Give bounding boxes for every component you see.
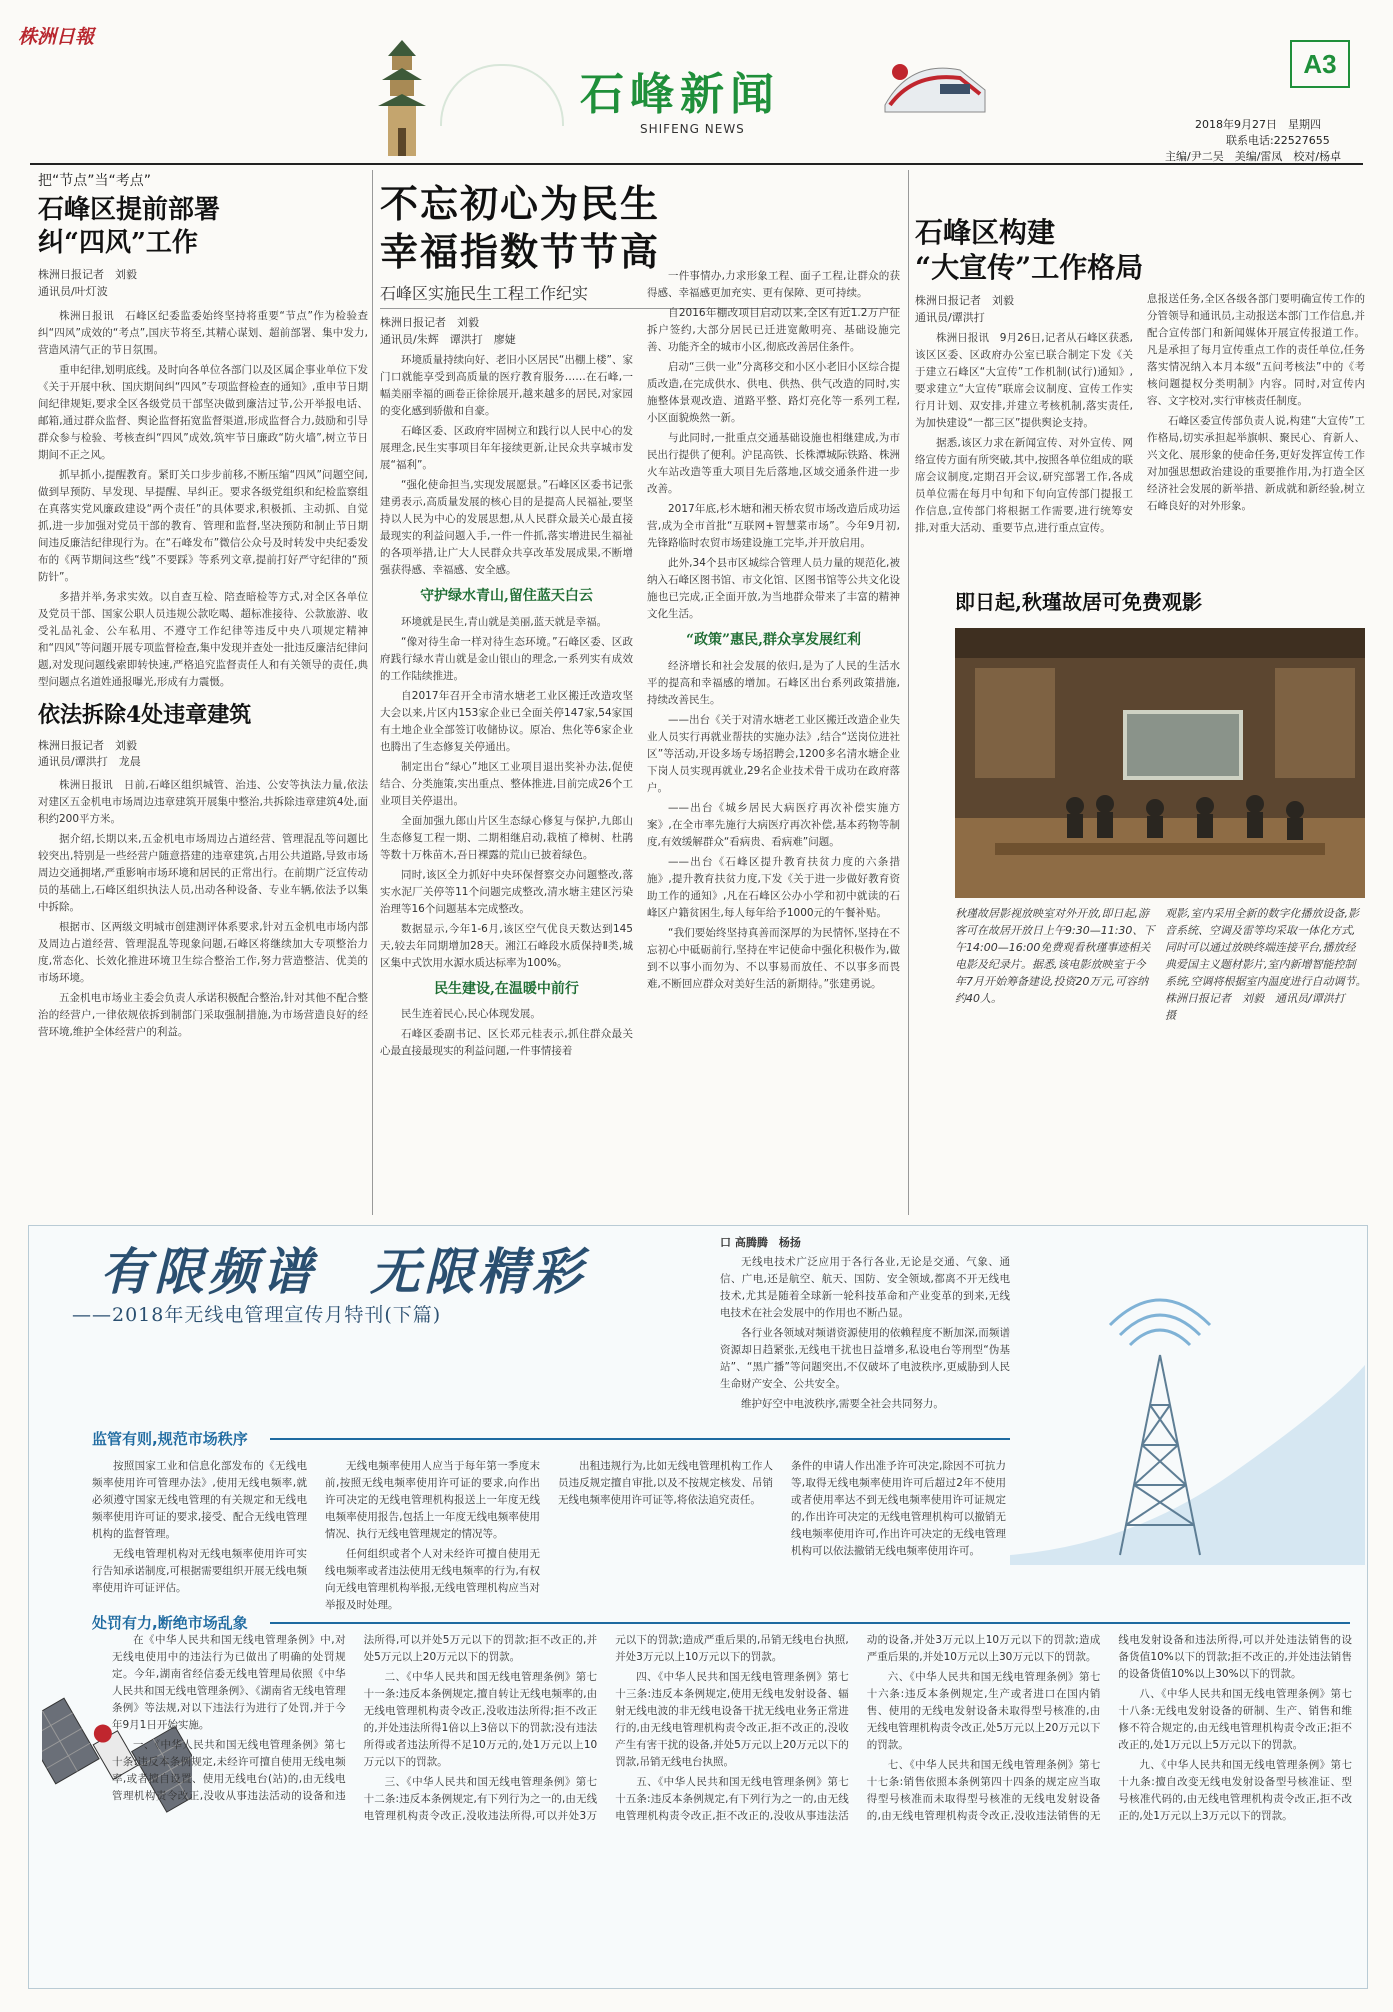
- paragraph: 株洲日报讯 石峰区纪委监委始终坚持将重要“节点”作为检验查纠“四风”成效的“考点”,国庆节将至,其精心谋划、超前部署、集中发力,营造风清气正的节日氛围。: [38, 310, 368, 356]
- article-columns: [915, 293, 1365, 540]
- text-column: [558, 1458, 773, 1617]
- paragraph: 三、《中华人民共和国无线电管理条例》第七十二条:违反本条例规定,有下列行为之一的,由无线电管理机构责令改正,没收违法所得,可以并处3万元以下的罚款;造成严重后果的,吊销无线电台执照,并处3万元以上10万元以下的罚款。: [363, 1634, 849, 1822]
- paragraph: ——出台《关于对清水塘老工业区搬迁改造企业失业人员实行再就业帮扶的实施办法》,结合“送岗位进社区”等活动,开设多场专场招聘会,1200多名清水塘企业下岗人员实现再就业,29名企业技术骨干成功在政府落户。: [647, 713, 900, 794]
- paragraph: 石峰区委宣传部负责人说,构建“大宣传”工作格局,切实承担起举旗帜、聚民心、育新人、兴文化、展形象的使命任务,更好发挥宣传工作对加强思想政治建设的重要推作用,为打造全区经济社会发展的新举措、新成就和新经验,树立石峰良好的对外形象。: [1147, 415, 1365, 512]
- article-byline: 株洲日报记者 刘毅 通讯员/谭洪打: [915, 294, 1014, 324]
- paragraph: ——出台《石峰区提升教育扶贫力度的六条措施》,提升教育扶贫力度,下发《关于进一步做好教育资助工作的通知》,凡在石峰区公办小学和初中就读的石峰区户籍贫困生,每人每年给予1000元的午餐补贴。: [647, 855, 900, 919]
- article-column-left: [380, 352, 633, 1063]
- section-penalty-body: [112, 1632, 1352, 1977]
- contact-phone: 联系电话:22527655: [1226, 134, 1330, 147]
- paragraph: 民生连着民心,民心体现发展。: [401, 1008, 541, 1021]
- column-divider: [908, 170, 909, 1215]
- section-supervision-body: [92, 1458, 1012, 1617]
- pagoda-icon: [372, 38, 432, 158]
- special-intro: [720, 1235, 1010, 1416]
- paragraph: “强化使命担当,实现发展愿景。”石峰区区委书记张建勇表示,高质量发展的核心目的是提高人民福祉,要坚持以人民为中心的发展思想,从人民群众最关心最直接最现实的利益问题入手,一件一件抓,落实增进民生福祉的各项举措,让广大人民群众共享改革发展成果,不断增强获得感、幸福感、安全感。: [380, 479, 633, 576]
- paragraph: 根据市、区两级文明城市创建测评体系要求,针对五金机电市场内部及周边占道经营、管理混乱等现象问题,石峰区将继续加大专项整治力度,常态化、长效化推进环境卫生综合整治工作,努力营造整洁、优美的市场环境。: [38, 920, 368, 984]
- paragraph: 抓早抓小,提醒教育。紧盯关口步步前移,不断压缩“四风”问题空间,做到早预防、早发现、早提醒、早纠正。要求各级党组织和纪检监察组在真落实党风廉政建设“两个责任”的具体要求,积极抓、主动抓、自觉抓,进一步加强对党员干部的教育、管理和监督,坚决预防和制止节日期间违反廉洁纪律现行为。在“石峰发布”微信公众号及时转发中央纪委发布的《两节期间这些“线”不要踩》等系列文章,提前打好严守纪律的“预防针”。: [38, 469, 368, 583]
- issue-date: 2018年9月27日 星期四: [1195, 118, 1321, 131]
- page-number: A3: [1290, 40, 1350, 88]
- paragraph: 据介绍,长期以来,五金机电市场周边占道经营、管理混乱等问题比较突出,特别是一些经营户随意搭建的违章建筑,占用公共道路,导致市场周边交通拥堵,严重影响市场环境和居民的正常出行。在前期广泛宣传动员的基础上,石峰区组织执法人员,出动各种设备、专业车辆,依法予以集中拆除。: [38, 832, 368, 913]
- paragraph: 自2017年召开全市清水塘老工业区搬迁改造攻坚大会以来,片区内153家企业已全面关停147家,54家国有土地企业全部签订收储协议。原冶、焦化等6家企业也腾出了生态修复关停通出。: [380, 689, 633, 753]
- article-body: [38, 308, 368, 691]
- paragraph: 同时,该区全力抓好中央环保督察交办问题整改,落实水泥厂关停等11个问题完成整改,清水塘主建区污染治理等16个问题基本完成整改。: [380, 868, 633, 915]
- article-column-right: [647, 268, 900, 1063]
- article-title: 即日起,秋瑾故居可免费观影: [955, 590, 1202, 614]
- paragraph: 一件事情办,力求形象工程、面子工程,让群众的获得感、幸福感更加充实、更有保障、更可持续。: [647, 270, 900, 299]
- paragraph: 四、《中华人民共和国无线电管理条例》第七十三条:违反本条例规定,使用无线电发射设备、辐射无线电波的非无线电设备干扰无线电业务正常进行的,由无线电管理机构责令改正,拒不改正的,没收产生有害干扰的设备,并处5万元以上20万元以下的罚款,吊销无线电台执照。: [615, 1671, 849, 1768]
- intro-body: [720, 1254, 1010, 1413]
- paragraph: 据悉,该区力求在新闻宣传、对外宣传、网络宣传方面有所突破,其中,按照各单位组成的联席会议制度,定期召开会议,研究部署工作,各成员单位需在每月中旬和下旬向宣传部门提报工作信息,宣传部门将根据工作需要,进行统筹安排,对重大活动、重要节点,进行重点宣传。: [915, 437, 1133, 534]
- paragraph: “像对待生命一样对待生态环境。”石峰区委、区政府践行绿水青山就是金山银山的理念,一系列实有成效的工作陆续推进。: [380, 635, 633, 682]
- article-livelihood: [380, 180, 900, 1210]
- article-demolition: [38, 702, 368, 1044]
- article-title: 不忘初心为民生 幸福指数节节高: [380, 181, 661, 274]
- article-column-right: [1147, 291, 1365, 540]
- article-body: [38, 777, 368, 1041]
- paragraph: 条件的申请人作出准予许可决定,除因不可抗力等,取得无线电频率使用许可后超过2年不使用或者使用率达不到无线电频率使用许可证规定的,作出许可决定的无线电管理机构可以撤销无线电频率使用许可,作出许可决定的无线电管理机构可以依法撤销无线电频率使用许可。: [791, 1460, 1006, 1557]
- paragraph: 五、《中华人民共和国无线电管理条例》第七十五条:违反本条例规定,有下列行为之一的,由无线电管理机构责令改正,拒不改正的,没收从事违法活动的设备,并处3万元以上10万元以下的罚款;造成严重后果的,并处10万元以上30万元以下的罚款。: [615, 1634, 1101, 1822]
- intro-byline: 口 高腾腾 杨扬: [720, 1236, 801, 1249]
- article-title: 石峰区提前部署 纠“四风”工作: [38, 195, 221, 258]
- paragraph: 八、《中华人民共和国无线电管理条例》第七十八条:无线电发射设备的研制、生产、销售和维修不符合规定的,由无线电管理机构责令改正;拒不改正的,处1万元以上5万元以下的罚款。: [1118, 1688, 1352, 1751]
- article-title: 石峰区构建 “大宣传”工作格局: [915, 216, 1144, 284]
- paragraph: 任何组织或者个人对未经许可擅自使用无线电频率或者违法使用无线电频率的行为,有权向无线电管理机构举报,无线电管理机构应当对举报及时处理。: [325, 1548, 540, 1611]
- paragraph: 此外,34个县市区城综合管理人员力量的规范化,被纳入石峰区图书馆、市文化馆、区图书馆等公共文化设施也已完成,正全面开放,为当地群众带来了丰富的精神文化生活。: [647, 557, 900, 620]
- paragraph: 多措并举,务求实效。以自查互检、陪查暗检等方式,对全区各单位及党员干部、国家公职人员违规公款吃喝、超标准接待、公款旅游、收受礼品礼金、公车私用、不遵守工作纪律等违反中央八项规定精神和“四风”等问题开展专项监督检查,集中发现并查处一批违反廉洁纪律问题,对发现问题线索即转快速,严格追究监督责任人和有关领导的责任,典型问题点名道姓通报曝光,形成有力震慑。: [38, 591, 368, 688]
- photo-illustration: [955, 628, 1365, 898]
- paragraph: 七、《中华人民共和国无线电管理条例》第七十七条:销售依照本条例第四十四条的规定应当取得型号核准而未取得型号核准的无线电发射设备的,由无线电管理机构责令改正,没收违法销售的无线电发射设备和违法所得,可以并处违法销售的设备货值10%以下的罚款;拒不改正的,并处违法销售的设备货值10%以上30%以下的罚款。: [866, 1634, 1352, 1822]
- article-byline: 株洲日报记者 刘毅 通讯员/叶灯波: [38, 268, 137, 298]
- paragraph: 环境质量持续向好、老旧小区居民“出棚上楼”、家门口就能享受到高质量的医疗教育服务……在石峰,一幅美丽幸福的画卷正徐徐展开,越来越多的居民,对家园的变化感到骄傲和自豪。: [380, 354, 633, 417]
- paragraph: 株洲日报讯 9月26日,记者从石峰区获悉,该区区委、区政府办公室已联合制定下发《关于建立石峰区“大宣传”工作机制(试行)通知》,要求建立“大宣传”联席会议制度、宣传工作实行月计划、双安排,并建立考核机制,落实责任,为加快建设“一都三区”提供舆论支持。: [915, 332, 1133, 429]
- photo-caption-left: 秋瑾故居影视放映室对外开放,即日起,游客可在故居开放日上午9:30—11:30、下午14:00—16:00免费观看秋瑾事迹相关电影及纪录片。据悉,该电影放映室于今年7月开始筹备建设,投资20万元,可容纳约40人。: [955, 907, 1155, 1006]
- article-column-left: [915, 293, 1133, 540]
- article-jiufeng: [38, 170, 368, 694]
- paragraph: 息报送任务,全区各级各部门要明确宣传工作的分管领导和通讯员,主动报送本部门工作信息,并配合宣传部门和新闻媒体开展宣传报道工作。凡是承担了每月宣传重点工作的责任单位,任务落实情况纳入本月本级“五问考核法”中的《考核问题提权分类明制》内容。同时,对宣传内容、文字校对,实行审核责任制度。: [1147, 293, 1365, 407]
- editor-credits: 主编/尹二吴 美编/雷凤 校对/杨卓: [1165, 150, 1342, 163]
- masthead-divider: [30, 163, 1363, 165]
- paragraph: 维护好空中电波秩序,需要全社会共同努力。: [741, 1397, 944, 1410]
- paragraph: 石峰区委副书记、区长邓元桂表示,抓住群众最关心最直接最现实的利益问题,一件事情接着: [380, 1028, 633, 1058]
- section-subhead: 守护绿水青山,留住蓝天白云: [420, 588, 593, 604]
- section-subhead: “政策”惠民,群众享发展红利: [686, 632, 861, 648]
- section-heading-rule: [270, 1622, 1350, 1624]
- paragraph: 启动“三供一业”分离移交和小区小老旧小区综合提质改造,在完成供水、供电、供热、供气改造的同时,实施整体景观改造、道路平整、路灯亮化等一系列工程,小区面貌焕然一新。: [647, 361, 900, 424]
- decorative-arc: [440, 64, 564, 126]
- article-subtitle: 石峰区实施民生工程工作纪实: [380, 281, 900, 309]
- section-heading-supervision: 监管有则,规范市场秩序: [92, 1430, 248, 1448]
- paragraph: 无线电技术广泛应用于各行各业,无论是交通、气象、通信、广电,还是航空、航天、国防、安全领域,都离不开无线电技术,尤其是随着全球新一轮科技革命和产业变革的到来,无线电技术在社会发展中的作用也不断凸显。: [720, 1255, 1010, 1319]
- paragraph: 各行业各领域对频谱资源使用的依赖程度不断加深,而频谱资源却日趋紧张,无线电干扰也日益增多,私设电台等刑型“伪基站”、“黑广播”等问题突出,不仅破坏了电波秩序,更威胁到人民生命财产安全、公共安全。: [720, 1326, 1010, 1390]
- paragraph: 经济增长和社会发展的依归,是为了人民的生活水平的提高和幸福感的增加。石峰区出台系列政策措施,持续改善民生。: [647, 659, 900, 706]
- article-body: [915, 330, 1133, 537]
- paragraph: 环境就是民生,青山就是美丽,蓝天就是幸福。: [401, 615, 608, 628]
- radio-tower-icon: [1010, 1225, 1365, 1565]
- article-qiujin: [955, 590, 1365, 615]
- paragraph: 全面加强九郎山片区生态绿心修复与保护,九郎山生态修复工程一期、二期相继启动,栽植了樟树、杜鹃等数十万株苗木,吾日裸露的荒山已披着绿色。: [380, 814, 633, 861]
- paragraph: 株洲日报讯 日前,石峰区组织城管、治违、公安等执法力量,依法对建区五金机电市场周边违章建筑开展集中整治,共拆除违章建筑4处,面积约200平方米。: [38, 778, 368, 825]
- paragraph: 石峰区委、区政府牢固树立和践行以人民中心的发展理念,民生实事项目年年接续更新,让民众共享城市发展“福利”。: [380, 425, 633, 471]
- paragraph: 二、《中华人民共和国无线电管理条例》第七十一条:违反本条例规定,擅自转让无线电频率的,由无线电管理机构责令改正,没收违法所得;拒不改正的,并处违法所得1倍以上3倍以下的罚款;没有违法所得或者违法所得不足10万元的,处1万元以上10万元以下的罚款。: [363, 1671, 598, 1768]
- section-subhead: 民生建设,在温暖中前行: [434, 980, 579, 997]
- paragraph: 一、《中华人民共和国无线电管理条例》第七十条:违反本条例规定,未经许可擅自使用无线电频率,或者擅自设置、使用无线电台(站)的,由无线电管理机构责令改正,没收从事违法活动的设备和违法所得,可以并处5万元以下的罚款;拒不改正的,并处5万元以上20万元以下的罚款。: [112, 1634, 598, 1802]
- article-byline: 株洲日报记者 刘毅 通讯员/朱辉 谭洪打 廖婕: [380, 316, 516, 346]
- paragraph: 无线电频率使用人应当于每年第一季度末前,按照无线电频率使用许可证的要求,向作出许可决定的无线电管理机构报送上一年度无线电频率使用报告,包括上一年度无线电频率使用情况、执行无线电管理规定的情况等。: [325, 1460, 540, 1540]
- section-heading-rule: [270, 1438, 1010, 1440]
- paragraph: 数据显示,今年1-6月,该区空气优良天数达到145天,较去年同期增加28天。湘江石峰段水质保持Ⅱ类,城区集中式饮用水源水质达标率为100%。: [380, 922, 633, 969]
- penalty-columns: [112, 1632, 1352, 1977]
- section-subtitle: SHIFENG NEWS: [640, 122, 745, 136]
- article-kicker: 把“节点”当“考点”: [38, 173, 152, 189]
- column-divider: [372, 170, 373, 1215]
- paragraph: 重申纪律,划明底线。及时向各单位各部门以及区属企事业单位下发《关于开展中秋、国庆期间纠“四风”专项监督检查的通知》,重申节日期间纪律规矩,要求全区各级党员干部坚决做到廉洁过节,公开举报电话、邮箱,通过群众监督、舆论监督拓宽监督渠道,形成监督合力,鼓励和引导群众参与检验、考核查纠“四风”成效,筑牢节日廉政“防火墙”,树立节日期间不正之风。: [38, 364, 368, 461]
- paragraph: 自2016年棚改项目启动以来,全区有近1.2万户征拆户签约,大部分居民已迁进宽敞明亮、基础设施完善、功能齐全的城市小区,彻底改善居住条件。: [647, 307, 900, 353]
- paragraph: 九、《中华人民共和国无线电管理条例》第七十九条:擅自改变无线电发射设备型号核准证、型号核准代码的,由无线电管理机构责令改正,拒不改正的,处1万元以上3万元以下的罚款。: [1118, 1759, 1352, 1822]
- article-title: 依法拆除4处违章建筑: [38, 702, 252, 728]
- special-subtitle: ——2018年无线电管理宣传月特刊(下篇): [72, 1304, 442, 1326]
- paragraph: 2017年底,杉木塘和湘天桥农贸市场改造后成功运营,成为全市首批“互联网+智慧菜市场”。今年9月初,先锋路临时农贸市场建设施工完毕,并开放启用。: [647, 503, 900, 549]
- paragraph: “我们要始终坚持真善而深厚的为民情怀,坚持在不忘初心中砥砺前行,坚持在牢记使命中强化积极作为,做到不以事小而勿为、不以事易而放任、不以事多而畏难,不断回应群众对美好生活的新期待。”张建勇说。: [647, 926, 900, 990]
- paragraph: 与此同时,一批重点交通基础设施也相继建成,为市民出行提供了便利。沪昆高铁、长株潭城际铁路、株洲火车站改造等重大项目先后落地,区域交通条件进一步改善。: [647, 432, 900, 495]
- special-title: 有限频谱 无限精彩: [100, 1242, 586, 1301]
- article-publicity: [915, 215, 1365, 585]
- text-column: [791, 1458, 1006, 1617]
- paragraph: 在《中华人民共和国无线电管理条例》中,对无线电使用中的违法行为已做出了明确的处罚规定。今年,湖南省经信委无线电管理局依照《中华人民共和国无线电管理条例》、《湖南省无线电管理条例》等法规,对以下违法行为进行了处罚,并于今年9月1日开始实施。: [112, 1634, 346, 1731]
- photo-caption-right: 观影,室内采用全新的数字化播放设备,影音系统、空调及雷等均采取一体化方式,同时可以通过放映终端连接平台,播放经典爱国主义题材影片,室内新增智能控制系统,空调将根据室内温度进行自动调节。 株洲日报记者 刘毅 通讯员/谭洪打 摄: [1165, 907, 1372, 1023]
- paragraph: 出租违规行为,比如无线电管理机构工作人员违反规定擅自审批,以及不按规定核发、吊销无线电频率使用许可证等,将依法追究责任。: [558, 1460, 773, 1506]
- article-byline: 株洲日报记者 刘毅 通讯员/谭洪打 龙晨: [38, 738, 141, 768]
- screening-room-photo: [955, 628, 1365, 898]
- text-column: [92, 1458, 307, 1617]
- section-title: 石峰新闻: [580, 69, 780, 120]
- train-icon: [880, 50, 990, 130]
- paragraph: ——出台《城乡居民大病医疗再次补偿实施方案》,在全市率先施行大病医疗再次补偿,基本药物等制度,有效缓解群众“看病贵、看病难”问题。: [647, 801, 900, 848]
- paragraph: 无线电管理机构对无线电频率使用许可实行告知承诺制度,可根据需要组织开展无线电频率使用许可证评估。: [92, 1548, 307, 1594]
- paragraph: 五金机电市场业主委会负责人承诺积极配合整治,针对其他不配合整治的经营户,一律依规依拆到制部门采取强制措施,为市场营造良好的经营环境,维护全体经营户的利益。: [38, 991, 368, 1038]
- paragraph: 制定出台“绿心”地区工业项目退出奖补办法,促使结合、分类施策,实出重点、整体推进,目前完成26个工业项目关停退出。: [380, 760, 633, 807]
- paragraph: 按照国家工业和信息化部发布的《无线电频率使用许可管理办法》,使用无线电频率,就必须遵守国家无线电管理的有关规定和无线电频率使用许可证的要求,接受、配合无线电管理机构的监督管理。: [92, 1460, 307, 1540]
- text-column: [325, 1458, 540, 1617]
- paper-logo: 株洲日報: [18, 26, 95, 48]
- section-heading-penalty: 处罚有力,断绝市场乱象: [92, 1614, 248, 1632]
- paragraph: 六、《中华人民共和国无线电管理条例》第七十六条:违反本条例规定,生产或者进口在国内销售、使用的无线电发射设备未取得型号核准的,由无线电管理机构责令改正,处5万元以上20万元以下的罚款。: [866, 1671, 1101, 1751]
- masthead: [0, 0, 1393, 165]
